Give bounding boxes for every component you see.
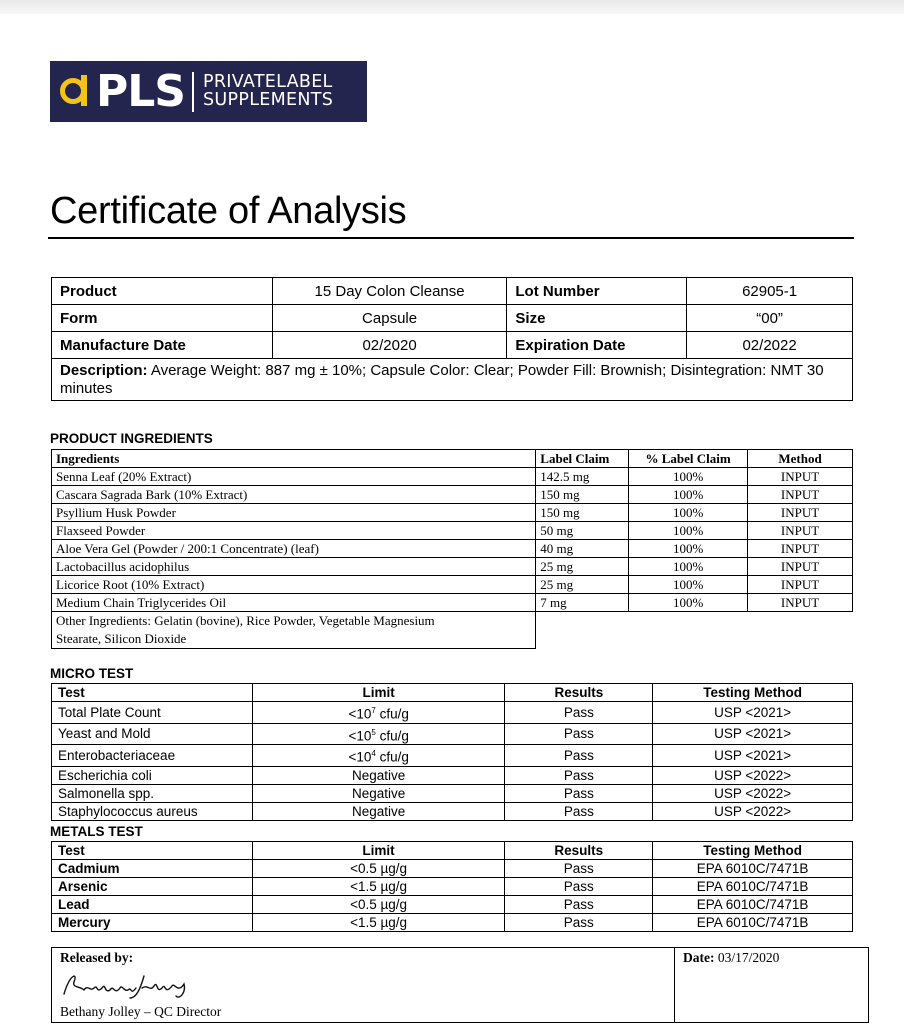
company-logo bbox=[50, 61, 367, 122]
logo-subtitle bbox=[203, 74, 333, 109]
method: INPUT bbox=[748, 468, 853, 486]
result: Pass bbox=[505, 784, 653, 802]
ingredient-name: Flaxseed Powder bbox=[52, 522, 536, 540]
table-row bbox=[52, 522, 853, 540]
method: INPUT bbox=[748, 486, 853, 504]
col-header-test: Test bbox=[52, 842, 253, 860]
title-divider bbox=[48, 237, 854, 239]
size-value: “00” bbox=[687, 305, 853, 332]
top-shadow-bar bbox=[0, 0, 904, 14]
ingredient-name: Cascara Sagrada Bark (10% Extract) bbox=[52, 486, 536, 504]
ingredient-name: Licorice Root (10% Extract) bbox=[52, 576, 536, 594]
other-ingredients-line-1: Other Ingredients: Gelatin (bovine), Rice Powder, Vegetable Magnesium bbox=[56, 613, 435, 628]
result: Pass bbox=[505, 860, 653, 878]
other-ingredients-cell bbox=[52, 612, 536, 649]
empty-cell bbox=[536, 612, 853, 649]
metal-name: Arsenic bbox=[52, 878, 253, 896]
result: Pass bbox=[505, 766, 653, 784]
table-row bbox=[52, 860, 853, 878]
result: Pass bbox=[505, 802, 653, 820]
ingredient-name: Senna Leaf (20% Extract) bbox=[52, 468, 536, 486]
description-cell bbox=[52, 359, 853, 401]
logo-wordmark: PLS bbox=[96, 65, 185, 117]
signer-name: Bethany Jolley – QC Director bbox=[60, 1004, 222, 1019]
expiration-date-label: Expiration Date bbox=[507, 332, 687, 359]
table-row bbox=[52, 784, 853, 802]
label-claim: 142.5 mg bbox=[536, 468, 629, 486]
signature-image bbox=[60, 970, 200, 1000]
limit: Negative bbox=[252, 784, 505, 802]
limit: Negative bbox=[252, 766, 505, 784]
percent-label-claim: 100% bbox=[629, 468, 748, 486]
released-by-label: Released by: bbox=[60, 950, 134, 965]
limit: $<10^7$ cfu/g bbox=[252, 702, 505, 724]
table-row bbox=[52, 468, 853, 486]
ingredient-name: Aloe Vera Gel (Powder / 200:1 Concentrate) (leaf) bbox=[52, 540, 536, 558]
limit: $<10^4$ cfu/g bbox=[252, 745, 505, 767]
table-row bbox=[52, 914, 853, 932]
label-claim: 25 mg bbox=[536, 558, 629, 576]
col-header-results: Results bbox=[505, 684, 653, 702]
col-header-ingredients: Ingredients bbox=[52, 450, 536, 468]
date-label: Date: bbox=[683, 950, 715, 965]
logo-divider bbox=[192, 72, 194, 112]
limit: <0.5 µg/g bbox=[252, 860, 505, 878]
percent-label-claim: 100% bbox=[629, 576, 748, 594]
percent-label-claim: 100% bbox=[629, 522, 748, 540]
ingredients-table bbox=[51, 449, 853, 649]
page-title: Certificate of Analysis bbox=[50, 190, 407, 232]
test-name: Salmonella spp. bbox=[52, 784, 253, 802]
description-text: Average Weight: 887 mg ± 10%; Capsule Color: Clear; Powder Fill: Brownish; Disintegration: NMT 30 minutes bbox=[60, 362, 824, 397]
ingredients-section-label: PRODUCT INGREDIENTS bbox=[50, 431, 213, 446]
table-header-row bbox=[52, 450, 853, 468]
logo-ring-icon bbox=[60, 75, 96, 109]
label-claim: 7 mg bbox=[536, 594, 629, 612]
testing-method: EPA 6010C/7471B bbox=[653, 878, 853, 896]
table-header-row bbox=[52, 684, 853, 702]
table-row bbox=[52, 745, 853, 767]
method: INPUT bbox=[748, 576, 853, 594]
label-claim: 40 mg bbox=[536, 540, 629, 558]
col-header-percent-label-claim: % Label Claim bbox=[629, 450, 748, 468]
description-label: Description: bbox=[60, 362, 148, 379]
other-ingredients-row bbox=[52, 612, 853, 649]
label-claim: 50 mg bbox=[536, 522, 629, 540]
col-header-limit: Limit bbox=[252, 684, 505, 702]
table-row bbox=[52, 594, 853, 612]
product-info-table bbox=[51, 277, 853, 401]
metal-name: Mercury bbox=[52, 914, 253, 932]
testing-method: USP <2022> bbox=[653, 802, 853, 820]
table-row bbox=[52, 766, 853, 784]
logo-line-1: PRIVATELABEL bbox=[202, 72, 333, 92]
lot-label: Lot Number bbox=[507, 278, 687, 305]
label-claim: 25 mg bbox=[536, 576, 629, 594]
ingredient-name: Lactobacillus acidophilus bbox=[52, 558, 536, 576]
result: Pass bbox=[505, 878, 653, 896]
table-row bbox=[52, 305, 853, 332]
test-name: Staphylococcus aureus bbox=[52, 802, 253, 820]
col-header-results: Results bbox=[505, 842, 653, 860]
table-row bbox=[52, 359, 853, 401]
date-cell bbox=[675, 948, 869, 1023]
limit: <1.5 µg/g bbox=[252, 878, 505, 896]
table-row bbox=[52, 332, 853, 359]
ingredient-name: Psyllium Husk Powder bbox=[52, 504, 536, 522]
method: INPUT bbox=[748, 594, 853, 612]
method: INPUT bbox=[748, 522, 853, 540]
released-by-cell bbox=[52, 948, 675, 1023]
lot-value: 62905-1 bbox=[687, 278, 853, 305]
release-footer bbox=[51, 947, 869, 1023]
product-value: 15 Day Colon Cleanse bbox=[272, 278, 507, 305]
testing-method: USP <2022> bbox=[653, 766, 853, 784]
table-row bbox=[52, 278, 853, 305]
manufacture-date-value: 02/2020 bbox=[272, 332, 507, 359]
metal-name: Lead bbox=[52, 896, 253, 914]
limit: <0.5 µg/g bbox=[252, 896, 505, 914]
result: Pass bbox=[505, 745, 653, 767]
table-row bbox=[52, 504, 853, 522]
table-row bbox=[52, 802, 853, 820]
logo-line-2: SUPPLEMENTS bbox=[202, 89, 334, 110]
col-header-method: Method bbox=[748, 450, 853, 468]
testing-method: EPA 6010C/7471B bbox=[653, 914, 853, 932]
micro-test-table bbox=[51, 683, 853, 821]
percent-label-claim: 100% bbox=[629, 558, 748, 576]
testing-method: USP <2022> bbox=[653, 784, 853, 802]
expiration-date-value: 02/2022 bbox=[687, 332, 853, 359]
form-label: Form bbox=[52, 305, 273, 332]
table-row bbox=[52, 576, 853, 594]
testing-method: USP <2021> bbox=[653, 745, 853, 767]
col-header-label-claim: Label Claim bbox=[536, 450, 629, 468]
result: Pass bbox=[505, 723, 653, 745]
ingredient-name: Medium Chain Triglycerides Oil bbox=[52, 594, 536, 612]
label-claim: 150 mg bbox=[536, 504, 629, 522]
limit: Negative bbox=[252, 802, 505, 820]
result: Pass bbox=[505, 896, 653, 914]
table-row bbox=[52, 540, 853, 558]
table-row bbox=[52, 948, 869, 1023]
table-row bbox=[52, 896, 853, 914]
testing-method: EPA 6010C/7471B bbox=[653, 860, 853, 878]
result: Pass bbox=[505, 914, 653, 932]
product-label: Product bbox=[52, 278, 273, 305]
table-row bbox=[52, 878, 853, 896]
other-ingredients-line-2: Stearate, Silicon Dioxide bbox=[56, 631, 187, 646]
test-name: Enterobacteriaceae bbox=[52, 745, 253, 767]
limit: <1.5 µg/g bbox=[252, 914, 505, 932]
table-row bbox=[52, 723, 853, 745]
testing-method: USP <2021> bbox=[653, 702, 853, 724]
size-label: Size bbox=[507, 305, 687, 332]
method: INPUT bbox=[748, 504, 853, 522]
test-name: Yeast and Mold bbox=[52, 723, 253, 745]
percent-label-claim: 100% bbox=[629, 540, 748, 558]
table-row bbox=[52, 486, 853, 504]
label-claim: 150 mg bbox=[536, 486, 629, 504]
test-name: Escherichia coli bbox=[52, 766, 253, 784]
table-row bbox=[52, 702, 853, 724]
percent-label-claim: 100% bbox=[629, 486, 748, 504]
metals-section-label: METALS TEST bbox=[50, 824, 143, 839]
date-value: 03/17/2020 bbox=[717, 950, 780, 965]
col-header-testing-method: Testing Method bbox=[653, 842, 853, 860]
col-header-test: Test bbox=[52, 684, 253, 702]
method: INPUT bbox=[748, 558, 853, 576]
table-row bbox=[52, 558, 853, 576]
result: Pass bbox=[505, 702, 653, 724]
percent-label-claim: 100% bbox=[629, 594, 748, 612]
manufacture-date-label: Manufacture Date bbox=[52, 332, 273, 359]
form-value: Capsule bbox=[272, 305, 507, 332]
metal-name: Cadmium bbox=[52, 860, 253, 878]
testing-method: USP <2021> bbox=[653, 723, 853, 745]
table-header-row bbox=[52, 842, 853, 860]
test-name: Total Plate Count bbox=[52, 702, 253, 724]
method: INPUT bbox=[748, 540, 853, 558]
metals-test-table bbox=[51, 841, 853, 932]
col-header-limit: Limit bbox=[252, 842, 505, 860]
limit: $<10^5$ cfu/g bbox=[252, 723, 505, 745]
col-header-testing-method: Testing Method bbox=[653, 684, 853, 702]
micro-section-label: MICRO TEST bbox=[50, 666, 134, 681]
percent-label-claim: 100% bbox=[629, 504, 748, 522]
testing-method: EPA 6010C/7471B bbox=[653, 896, 853, 914]
